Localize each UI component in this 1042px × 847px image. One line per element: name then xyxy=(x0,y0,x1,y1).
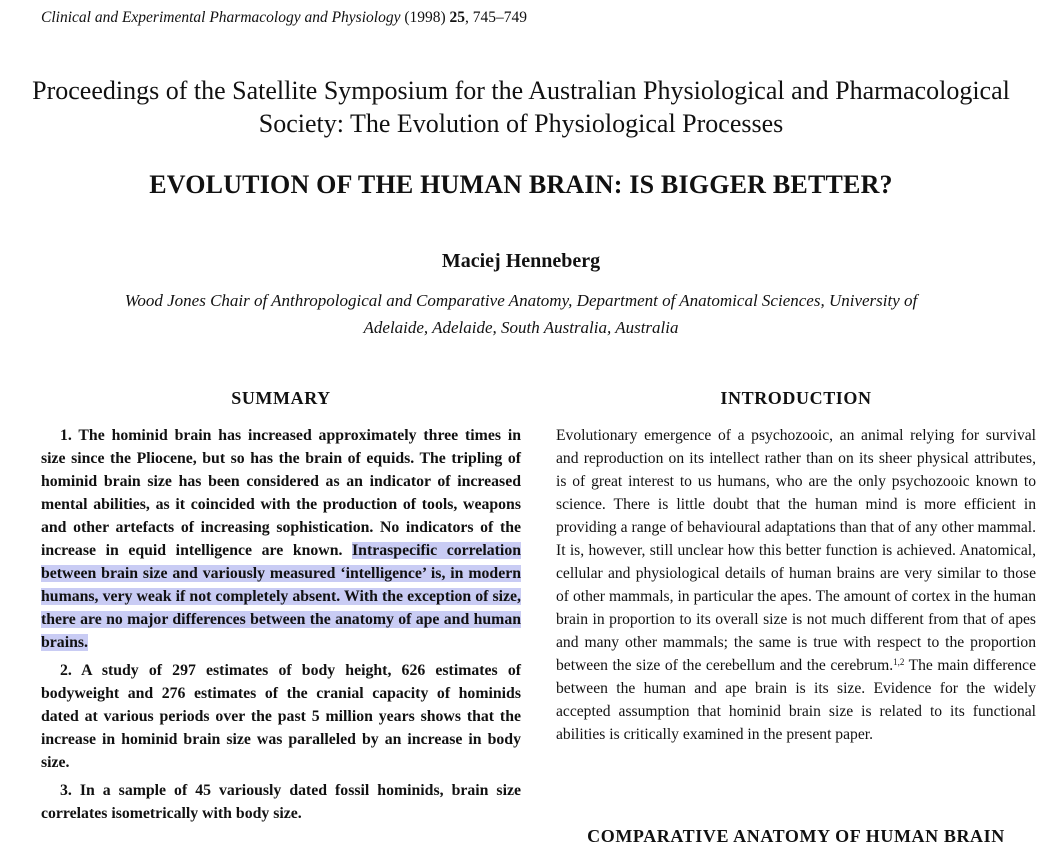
summary-point-3: 3. In a sample of 45 variously dated fossil hominids, brain size correlates isometrically with body size. xyxy=(41,782,521,822)
highlighted-text[interactable]: Intraspecific correlation between brain size and variously measured ‘intelligence’ is, in modern humans, very weak if not completely absent. With the exception of size, there are no major differences between the anatomy of ape and human brains. xyxy=(41,542,522,651)
next-section-heading: COMPARATIVE ANATOMY OF HUMAN BRAIN xyxy=(587,826,1005,846)
article-title: EVOLUTION OF THE HUMAN BRAIN: IS BIGGER BETTER? xyxy=(149,170,893,199)
introduction-text-a: Evolutionary emergence of a psychozooic, an animal relying for survival and reproduction on its intellect rather than on its sheer physical attributes, is of great interest to us humans, who are the only psychozooic known to science. There is little doubt that the human mind is more efficient in providing a range of behavioural adaptations than that of any other mammal. It is, however, still unclear how this better function is achieved. Anatomical, cellular and physiological details of human brains are very similar to those of other mammals, in particular the apes. The amount of cortex in the human brain in proportion to its overall size is not much different from that of apes and many other mammals; the same is true with respect to the proportion between the size of the cerebellum and the cerebrum. xyxy=(556,427,1036,674)
volume: 25 xyxy=(449,9,466,26)
summary-point-1 xyxy=(41,424,521,654)
introduction-text-b: The main difference between the human and ape brain is its size. Evidence for the widely accepted assumption that hominid brain size is related to its functional abilities is critically examined in the present paper. xyxy=(556,657,1036,743)
summary-heading: SUMMARY xyxy=(231,388,331,408)
summary-column xyxy=(41,424,521,830)
citation-superscript: 1,2 xyxy=(893,657,905,667)
running-head xyxy=(41,9,527,27)
author-name: Maciej Henneberg xyxy=(441,250,601,272)
pages: , 745–749 xyxy=(465,9,528,26)
summary-point-2: 2. A study of 297 estimates of body height, 626 estimates of bodyweight and 276 estimates of the cranial capacity of hominids dated at various periods over the past 5 million years shows that the increase in hominid brain size was paralleled by an increase in body size. xyxy=(41,662,521,771)
symposium-title: Proceedings of the Satellite Symposium for the Australian Physiological and Pharmacological Society: The Evolution of Physiological Processes xyxy=(32,76,1010,138)
affiliation-text: Wood Jones Chair of Anthropological and Comparative Anatomy, Department of Anatomical Sciences, University of Adelaide, Adelaide, South Australia, Australia xyxy=(124,291,918,337)
journal-name: Clinical and Experimental Pharmacology and Physiology xyxy=(41,9,401,26)
introduction-column xyxy=(556,424,1036,746)
introduction-paragraph xyxy=(556,424,1036,746)
year: (1998) xyxy=(404,9,446,26)
affiliation xyxy=(0,287,1042,341)
introduction-heading: INTRODUCTION xyxy=(720,388,872,408)
summary-point-1-text: 1. The hominid brain has increased approximately three times in size since the Pliocene, but so has the brain of equids. The tripling of hominid brain size has been considered as an indicator of increased mental abilities, as it coincided with the production of tools, weapons and other artefacts of increasing sophistication. No indicators of the increase in equid intelligence are known. xyxy=(41,427,521,559)
